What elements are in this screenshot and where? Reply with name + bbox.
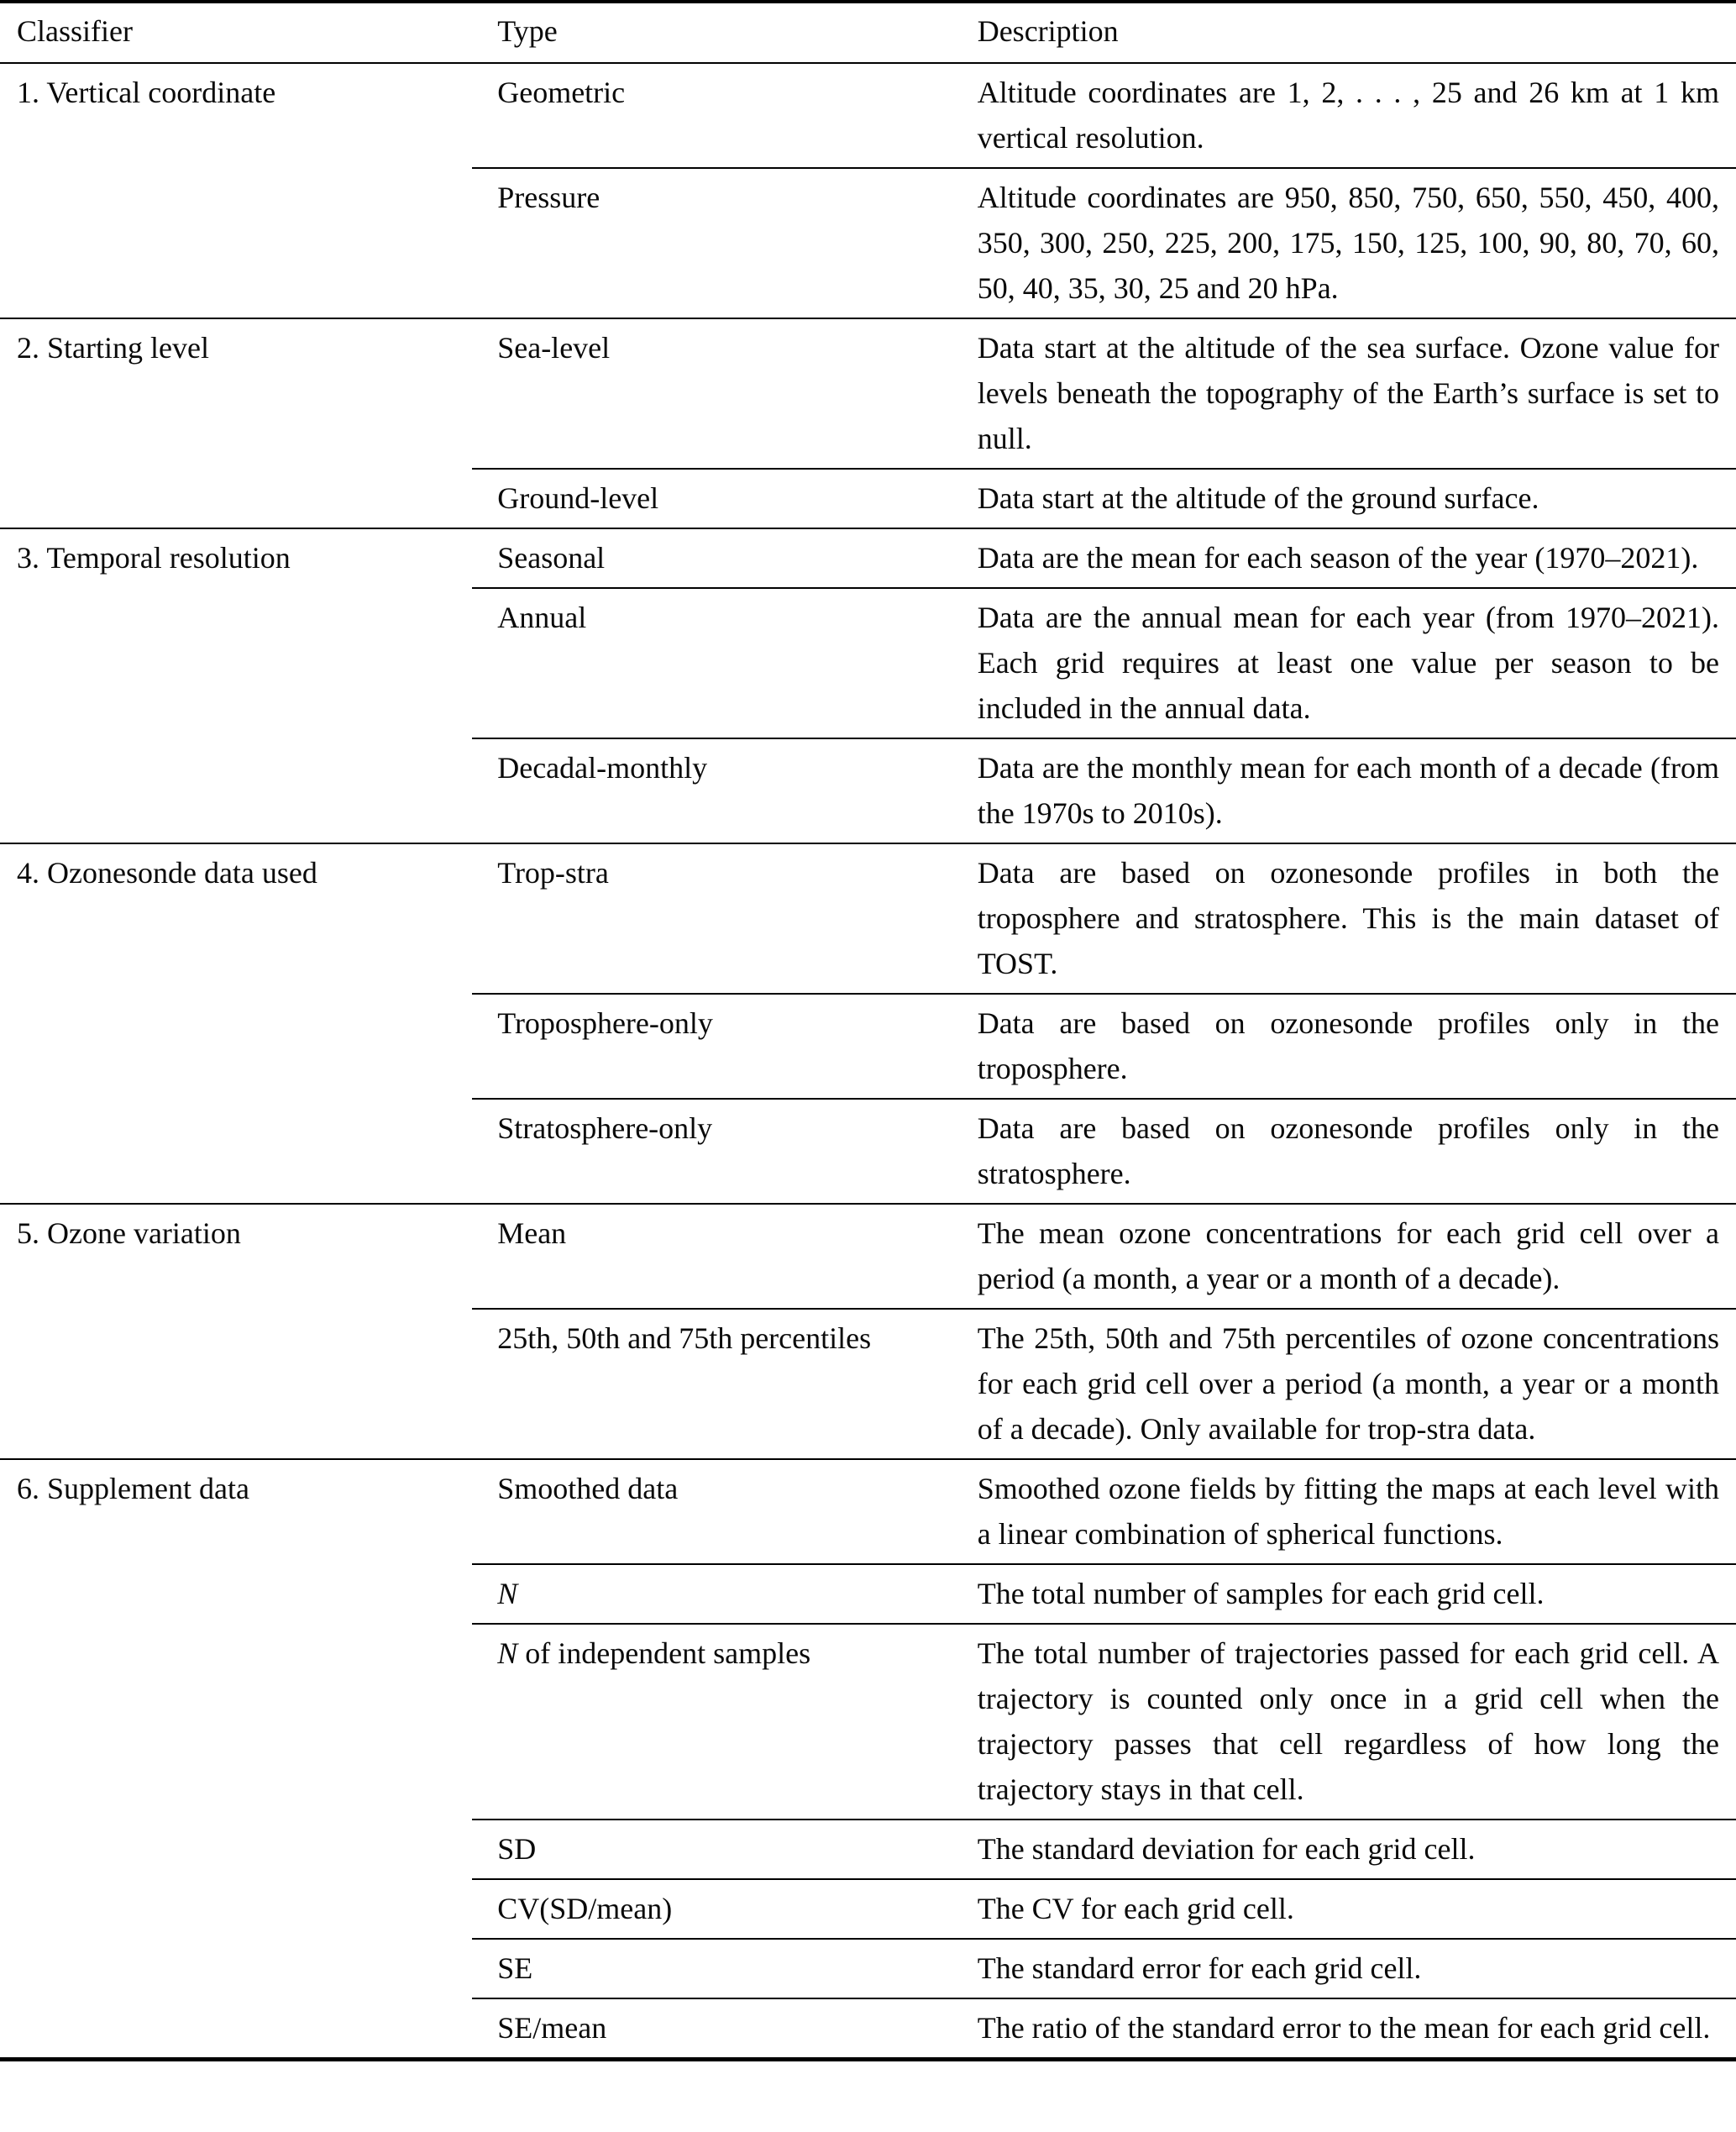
type-cell: Annual xyxy=(472,587,977,738)
classifier-cell xyxy=(0,738,472,843)
table-row xyxy=(0,167,1736,318)
type-cell: Pressure xyxy=(472,167,977,318)
description-cell: Data are the mean for each season of the year (1970–2021). xyxy=(977,541,1699,575)
classifier-cell xyxy=(0,1563,472,1623)
table-row xyxy=(0,1205,1736,1308)
description-cell: Data are based on ozonesonde profiles in both the troposphere and stratosphere. This is the main dataset of TOST. xyxy=(977,856,1719,980)
classifier-cell xyxy=(0,468,472,528)
group-ozone-variation xyxy=(0,1203,1736,1458)
classifier-cell xyxy=(0,1623,472,1819)
header-description: Description xyxy=(977,14,1119,48)
table-row xyxy=(0,1623,1736,1819)
description-cell: The 25th, 50th and 75th percentiles of ozone concentrations for each grid cell over a period (a month, a year or a month of a decade). Only available for trop-stra data. xyxy=(978,1308,1736,1458)
type-cell: Stratosphere-only xyxy=(472,1098,977,1203)
type-cell: Smoothed data xyxy=(497,1472,679,1505)
table-row xyxy=(0,1460,1736,1563)
description-cell: Altitude coordinates are 1, 2, . . . , 25 and 26 km at 1 km vertical resolution. xyxy=(977,76,1719,155)
header-type: Type xyxy=(497,14,558,48)
table-row xyxy=(0,1938,1736,1998)
table-row xyxy=(0,587,1736,738)
description-cell: The standard deviation for each grid cell. xyxy=(978,1819,1736,1878)
type-cell: N of independent samples xyxy=(472,1623,977,1819)
table-row xyxy=(0,468,1736,528)
description-cell: The mean ozone concentrations for each grid cell over a period (a month, a year or a month of a decade). xyxy=(977,1216,1719,1295)
type-cell: SE xyxy=(472,1938,977,1998)
type-cell: Geometric xyxy=(497,76,626,109)
classifier-cell: 6. Supplement data xyxy=(17,1472,249,1505)
table-row xyxy=(0,1819,1736,1878)
group-supplement-data xyxy=(0,1458,1736,2057)
group-starting-level xyxy=(0,318,1736,528)
classifier-cell xyxy=(0,587,472,738)
type-cell: Ground-level xyxy=(472,468,977,528)
type-cell: Mean xyxy=(497,1216,567,1250)
type-cell: Sea-level xyxy=(497,331,611,365)
description-cell: Altitude coordinates are 950, 850, 750, 650, 550, 450, 400, 350, 300, 250, 225, 200, 175, 150, 125, 100, 90, 80, 70, 60, 50, 40, 35, 30, 25 and 20 hPa. xyxy=(978,167,1736,318)
type-cell: 25th, 50th and 75th percentiles xyxy=(472,1308,977,1458)
classifier-cell: 1. Vertical coordinate xyxy=(17,76,276,109)
table-row xyxy=(0,1308,1736,1458)
type-cell: SD xyxy=(472,1819,977,1878)
description-cell: Data are the annual mean for each year (from 1970–2021). Each grid requires at least one value per season to be included in the annual data. xyxy=(978,587,1736,738)
description-cell: Data are based on ozonesonde profiles only in the stratosphere. xyxy=(978,1098,1736,1203)
type-cell: Seasonal xyxy=(497,541,606,575)
group-temporal-resolution xyxy=(0,528,1736,843)
type-cell: N xyxy=(472,1563,977,1623)
description-cell: The ratio of the standard error to the mean for each grid cell. xyxy=(978,1998,1736,2057)
classifier-cell xyxy=(0,1938,472,1998)
description-cell: The total number of trajectories passed for each grid cell. A trajectory is counted only once in a grid cell when the trajectory passes that cell regardless of how long the trajectory stays in that cell. xyxy=(978,1623,1736,1819)
type-cell: Decadal-monthly xyxy=(472,738,977,843)
description-cell: Data start at the altitude of the sea surface. Ozone value for levels beneath the topography of the Earth’s surface is set to null. xyxy=(977,331,1719,455)
description-cell: Smoothed ozone fields by fitting the maps at each level with a linear combination of spherical functions. xyxy=(977,1472,1719,1551)
description-cell: Data start at the altitude of the ground surface. xyxy=(978,468,1736,528)
description-cell: Data are based on ozonesonde profiles only in the troposphere. xyxy=(978,993,1736,1098)
type-cell: Troposphere-only xyxy=(472,993,977,1098)
classifier-cell xyxy=(0,1878,472,1938)
classifier-cell xyxy=(0,167,472,318)
classifier-cell: 2. Starting level xyxy=(17,331,209,365)
type-cell: SE/mean xyxy=(472,1998,977,2057)
header-classifier: Classifier xyxy=(17,14,133,48)
classifier-cell: 4. Ozonesonde data used xyxy=(17,856,317,890)
classifier-cell xyxy=(0,1819,472,1878)
table-row xyxy=(0,1563,1736,1623)
classifier-cell: 3. Temporal resolution xyxy=(17,541,291,575)
type-cell: Trop-stra xyxy=(497,856,609,890)
classifier-cell xyxy=(0,993,472,1098)
description-cell: The CV for each grid cell. xyxy=(978,1878,1736,1938)
table-row xyxy=(0,1098,1736,1203)
table-row xyxy=(0,319,1736,468)
table-header xyxy=(0,3,1736,64)
description-cell: The standard error for each grid cell. xyxy=(978,1938,1736,1998)
table-row xyxy=(0,1878,1736,1938)
group-vertical-coordinate xyxy=(0,64,1736,318)
table-row xyxy=(0,844,1736,993)
classifier-cell xyxy=(0,1308,472,1458)
group-ozonesonde-data-used xyxy=(0,843,1736,1203)
classifier-cell xyxy=(0,1098,472,1203)
table-row xyxy=(0,738,1736,843)
table-row xyxy=(0,529,1736,587)
classifier-cell: 5. Ozone variation xyxy=(17,1216,241,1250)
classifier-cell xyxy=(0,1998,472,2057)
description-cell: The total number of samples for each grid cell. xyxy=(978,1563,1736,1623)
table-row xyxy=(0,993,1736,1098)
description-cell: Data are the monthly mean for each month of a decade (from the 1970s to 2010s). xyxy=(978,738,1736,843)
type-cell: CV(SD/mean) xyxy=(472,1878,977,1938)
table-row xyxy=(0,1998,1736,2057)
table-row xyxy=(0,64,1736,167)
